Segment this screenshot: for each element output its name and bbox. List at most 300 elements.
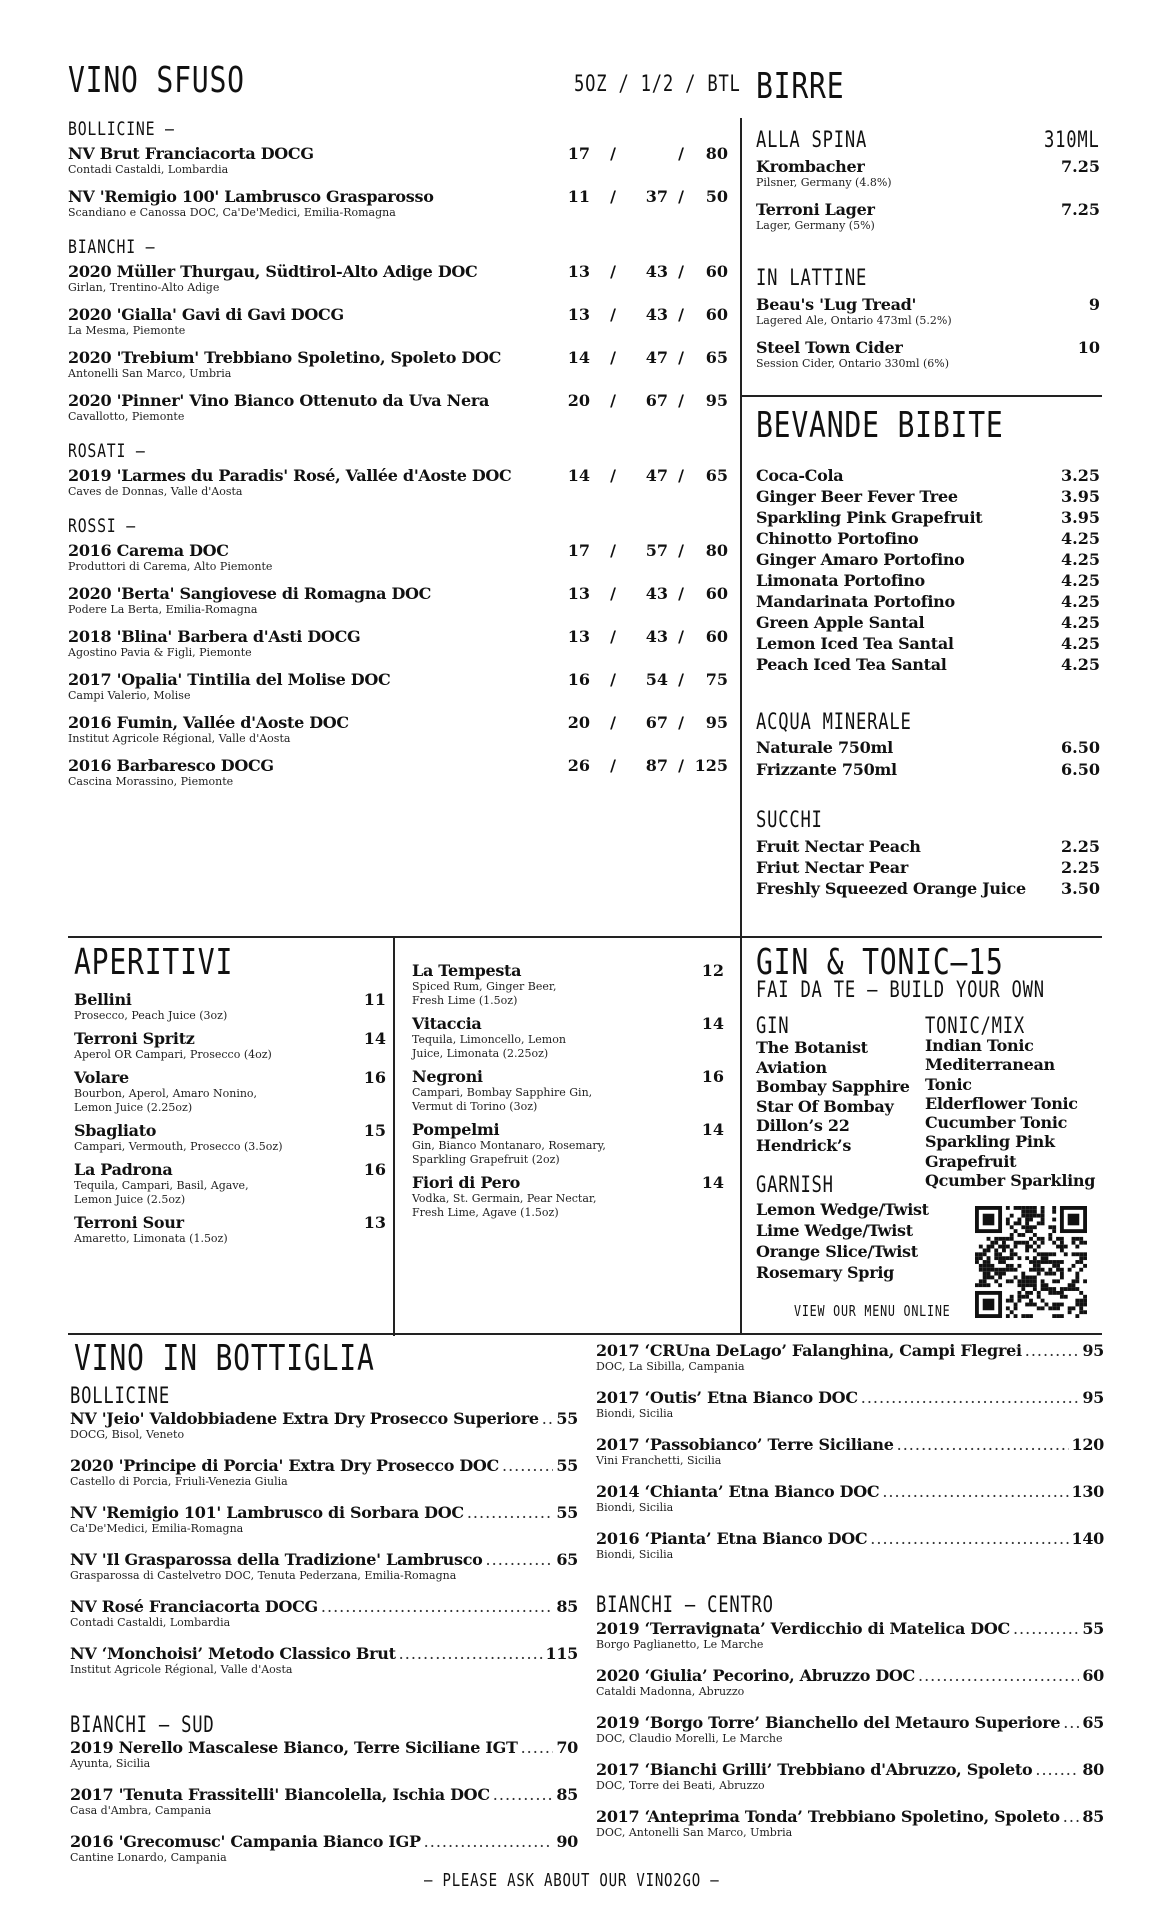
bottle-wine: [70, 1832, 578, 1865]
price-bottle: 75: [705, 670, 728, 689]
alla-spina-size: 310ML: [1044, 128, 1100, 153]
cocktail-item-description: Lemon Juice (2.25oz): [74, 1101, 193, 1114]
bottle-wine-producer: Biondi, Sicilia: [596, 1501, 674, 1514]
price-separator: /: [678, 348, 684, 367]
cocktail-item: [74, 1029, 386, 1062]
tonic-option: Qcumber Sparkling: [925, 1171, 1096, 1191]
bottle-wine: [596, 1807, 1104, 1840]
drink-item: [756, 634, 1100, 655]
cocktail-item: [74, 1213, 386, 1246]
bottiglia-sud-list: [70, 1738, 578, 1879]
bottle-wine-producer: DOC, Claudio Morelli, Le Marche: [596, 1732, 783, 1745]
qr-code-icon[interactable]: [974, 1205, 1088, 1319]
cocktail-item-price: 14: [701, 1173, 724, 1192]
price-bottle: 65: [705, 466, 728, 485]
bottle-wine-line: [70, 1597, 578, 1616]
bottle-wine-producer: Ca'De'Medici, Emilia-Romagna: [70, 1522, 244, 1535]
bottle-wine-producer: DOC, Torre dei Beati, Abruzzo: [596, 1779, 765, 1792]
cocktail-item-description: Vermut di Torino (3oz): [412, 1100, 538, 1113]
drink-item-name: Coca-Cola: [756, 466, 844, 485]
bottle-wine-producer: Contadi Castaldi, Lombardia: [70, 1616, 231, 1629]
price-5oz: 20: [567, 391, 590, 410]
dot-leader: [897, 1435, 1069, 1454]
price-separator: /: [678, 144, 684, 163]
bevande-bibite-title: BEVANDE BIBITE: [756, 405, 1004, 446]
wine-producer: Antonelli San Marco, Umbria: [68, 367, 232, 380]
cocktail-item-price: 11: [363, 990, 386, 1009]
divider-bottiglia: [68, 1333, 1102, 1335]
bottle-wine-price: 55: [1082, 1619, 1104, 1638]
bottle-wine: [70, 1785, 578, 1818]
bianchi-centro-title: BIANCHI – CENTRO: [596, 1593, 774, 1618]
wine-producer: Podere La Berta, Emilia-Romagna: [68, 603, 258, 616]
bottle-wine-producer: DOCG, Bisol, Veneto: [70, 1428, 185, 1441]
price-separator: /: [610, 144, 616, 163]
bottle-wine-name: 2016 ‘Pianta’ Etna Bianco DOC: [596, 1529, 868, 1548]
price-half: 43: [645, 627, 668, 646]
tonic-option: Grapefruit: [925, 1151, 1017, 1171]
gin-tonic-subtitle: FAI DA TE – BUILD YOUR OWN: [756, 978, 1045, 1003]
wine-producer: Institut Agricole Régional, Valle d'Aosta: [68, 732, 291, 745]
cocktail-item-name: La Tempesta: [412, 961, 522, 980]
wine-producer: Produttori di Carema, Alto Piemonte: [68, 560, 273, 573]
bottle-wine: [596, 1435, 1104, 1468]
beer-item-description: Lagered Ale, Ontario 473ml (5.2%): [756, 314, 952, 327]
bottle-wine: [70, 1409, 578, 1442]
bottle-wine-producer: DOC, Antonelli San Marco, Umbria: [596, 1826, 793, 1839]
drink-item-price: 4.25: [1061, 634, 1100, 653]
cocktail-item-name: Pompelmi: [412, 1120, 500, 1139]
cocktail-item-description: Fresh Lime (1.5oz): [412, 994, 518, 1007]
bottle-wine: [70, 1738, 578, 1771]
wine-producer: Cascina Morassino, Piemonte: [68, 775, 234, 788]
price-separator: /: [610, 305, 616, 324]
juice-item-price: 3.50: [1061, 879, 1100, 898]
drink-item-name: Limonata Portofino: [756, 571, 925, 590]
wine-item: [68, 713, 728, 746]
wine-name: 2020 'Berta' Sangiovese di Romagna DOC: [68, 584, 432, 603]
tonic-option: Indian Tonic: [925, 1036, 1034, 1055]
dot-leader: [321, 1597, 553, 1616]
price-separator: /: [610, 713, 616, 732]
garnish-option: Rosemary Sprig: [756, 1263, 894, 1282]
bottle-wine-price: 120: [1071, 1435, 1104, 1454]
wine-item: [68, 670, 728, 703]
sfuso-section-title: ROSATI –: [68, 440, 146, 462]
sfuso-section-title: BOLLICINE –: [68, 118, 175, 140]
dot-leader: [467, 1503, 554, 1522]
bottle-wine-price: 90: [556, 1832, 578, 1851]
gin-option: Dillon’s 22: [756, 1116, 850, 1135]
garnish-option: Orange Slice/Twist: [756, 1242, 918, 1261]
price-separator: /: [678, 584, 684, 603]
dot-leader: [502, 1456, 553, 1475]
bottle-wine-price: 65: [1082, 1713, 1104, 1732]
cocktail-item-description: Spiced Rum, Ginger Beer,: [412, 980, 557, 993]
bottle-wine: [596, 1482, 1104, 1515]
drink-item-price: 3.95: [1061, 487, 1100, 506]
cocktail-item: [412, 961, 724, 1008]
view-menu-online[interactable]: VIEW OUR MENU ONLINE: [794, 1302, 951, 1320]
cocktail-item-description: Gin, Bianco Montanaro, Rosemary,: [412, 1139, 606, 1152]
cocktail-item-price: 14: [701, 1120, 724, 1139]
price-half: 67: [645, 391, 668, 410]
bottle-wine-producer: Borgo Paglianetto, Le Marche: [596, 1638, 764, 1651]
bottle-wine-name: 2014 ‘Chianta’ Etna Bianco DOC: [596, 1482, 880, 1501]
bottle-wine-line: [70, 1644, 578, 1663]
bottle-wine-name: 2017 'Tenuta Frassitelli' Biancolella, Ischia DOC: [70, 1785, 490, 1804]
bottle-wine-line: [596, 1807, 1104, 1826]
cocktail-item-price: 15: [363, 1121, 386, 1140]
bottle-wine-name: NV 'Jeio' Valdobbiadene Extra Dry Prosecco Superiore: [70, 1409, 539, 1428]
bottle-wine-producer: Biondi, Sicilia: [596, 1548, 674, 1561]
price-separator: /: [678, 187, 684, 206]
bottle-wine-line: [70, 1409, 578, 1428]
bottle-wine-producer: Castello di Porcia, Friuli-Venezia Giulia: [70, 1475, 288, 1488]
cocktail-item-price: 12: [701, 961, 724, 980]
bottle-wine-producer: Biondi, Sicilia: [596, 1407, 674, 1420]
drink-item-price: 4.25: [1061, 571, 1100, 590]
wine-name: 2016 Carema DOC: [68, 541, 229, 560]
wine-producer: Campi Valerio, Molise: [68, 689, 191, 702]
bollicine-title: BOLLICINE: [70, 1384, 171, 1409]
drink-item-name: Sparkling Pink Grapefruit: [756, 508, 983, 527]
price-5oz: 20: [567, 713, 590, 732]
cocktail-item-name: Bellini: [74, 990, 132, 1009]
wine-item: [68, 627, 728, 660]
wine-name: 2017 'Opalia' Tintilia del Molise DOC: [68, 670, 391, 689]
drink-item: [756, 571, 1100, 592]
wine-name: 2020 'Pinner' Vino Bianco Ottenuto da Uva Nera: [68, 391, 490, 410]
tonic-option: Mediterranean: [925, 1055, 1055, 1075]
wine-item: [68, 305, 728, 338]
bottle-wine: [596, 1760, 1104, 1793]
vino-in-bottiglia-title: VINO IN BOTTIGLIA: [74, 1338, 375, 1379]
price-bottle: 125: [694, 756, 728, 775]
bottle-wine-line: [70, 1832, 578, 1851]
bottle-wine-line: [596, 1666, 1104, 1685]
bottle-wine-price: 70: [556, 1738, 578, 1757]
price-half: 67: [645, 713, 668, 732]
price-5oz: 14: [567, 466, 590, 485]
bottle-wine-line: [596, 1529, 1104, 1548]
cocktail-item-description: Aperol OR Campari, Prosecco (4oz): [74, 1048, 272, 1061]
bottle-wine-price: 55: [556, 1503, 578, 1522]
price-5oz: 26: [567, 756, 590, 775]
bottle-wine-price: 85: [556, 1597, 578, 1616]
drink-item: [756, 508, 1100, 529]
beer-item: [756, 338, 1100, 371]
acqua-minerale-title: ACQUA MINERALE: [756, 710, 912, 735]
cocktail-item-price: 14: [363, 1029, 386, 1048]
beer-item-description: Lager, Germany (5%): [756, 219, 875, 232]
gin-list: [756, 1038, 910, 1155]
juice-item-price: 2.25: [1061, 837, 1100, 856]
garnish-title: GARNISH: [756, 1173, 834, 1198]
bottle-wine-price: 130: [1071, 1482, 1104, 1501]
cocktail-item-description: Tequila, Limoncello, Lemon: [412, 1033, 566, 1046]
bottle-wine-name: NV ‘Monchoisi’ Metodo Classico Brut: [70, 1644, 396, 1663]
sfuso-section-title: BIANCHI –: [68, 236, 156, 258]
cocktail-item-name: Sbagliato: [74, 1121, 157, 1140]
drink-item-name: Mandarinata Portofino: [756, 592, 955, 611]
wine-item: [68, 466, 728, 499]
price-separator: /: [678, 713, 684, 732]
juice-item-name: Fruit Nectar Peach: [756, 837, 921, 856]
beer-item-price: 9: [1088, 295, 1100, 314]
bottle-wine-name: 2017 ‘CRUna DeLago’ Falanghina, Campi Flegrei: [596, 1341, 1022, 1360]
dot-leader: [399, 1644, 543, 1663]
bottle-wine-name: 2020 ‘Giulia’ Pecorino, Abruzzo DOC: [596, 1666, 915, 1685]
price-half: 57: [645, 541, 668, 560]
price-bottle: 60: [705, 305, 728, 324]
juice-item: [756, 858, 1100, 879]
price-5oz: 11: [567, 187, 590, 206]
acqua-list: [756, 738, 1100, 782]
cocktail-item-price: 16: [363, 1068, 386, 1087]
bottle-wine-price: 85: [1082, 1807, 1104, 1826]
price-bottle: 80: [705, 541, 728, 560]
bottle-wine: [596, 1713, 1104, 1746]
bottle-wine-line: [596, 1435, 1104, 1454]
bottle-wine-name: 2017 ‘Passobianco’ Terre Siciliane: [596, 1435, 894, 1454]
dot-leader: [861, 1388, 1080, 1407]
price-bottle: 95: [705, 391, 728, 410]
succhi-list: [756, 837, 1100, 900]
bottle-wine: [596, 1388, 1104, 1421]
drink-item-name: Chinotto Portofino: [756, 529, 919, 548]
wine-item: [68, 541, 728, 574]
beer-item-name: Krombacher: [756, 157, 865, 176]
gin-tonic-title: GIN & TONIC–15: [756, 942, 1004, 983]
bottle-wine: [596, 1341, 1104, 1374]
price-half: 43: [645, 262, 668, 281]
bottle-wine-price: 55: [556, 1409, 578, 1428]
price-half: 37: [645, 187, 668, 206]
price-half: 87: [645, 756, 668, 775]
beer-item: [756, 295, 1100, 328]
beer-item-price: 10: [1077, 338, 1100, 357]
drink-item-name: Peach Iced Tea Santal: [756, 655, 947, 674]
price-separator: /: [610, 391, 616, 410]
juice-item: [756, 837, 1100, 858]
cocktail-item-price: 16: [701, 1067, 724, 1086]
bottle-wine-line: [70, 1456, 578, 1475]
cocktail-item: [412, 1173, 724, 1220]
bottle-wine: [596, 1529, 1104, 1562]
bottle-wine: [596, 1619, 1104, 1652]
cocktail-item: [74, 1121, 386, 1154]
bottle-wine-producer: DOC, La Sibilla, Campania: [596, 1360, 745, 1373]
price-5oz: 14: [567, 348, 590, 367]
price-bottle: 50: [705, 187, 728, 206]
aperitivi-right-list: [412, 961, 724, 1226]
bottle-wine-name: 2019 Nerello Mascalese Bianco, Terre Siciliane IGT: [70, 1738, 518, 1757]
water-item: [756, 760, 1100, 782]
gin-option: The Botanist: [756, 1038, 868, 1057]
wine-name: 2016 Barbaresco DOCG: [68, 756, 274, 775]
price-separator: /: [678, 305, 684, 324]
bottle-wine-line: [70, 1503, 578, 1522]
bottle-wine-name: 2016 'Grecomusc' Campania Bianco IGP: [70, 1832, 421, 1851]
cocktail-item-name: Fiori di Pero: [412, 1173, 521, 1192]
bottle-wine: [596, 1666, 1104, 1699]
price-separator: /: [610, 466, 616, 485]
wine-name: NV Brut Franciacorta DOCG: [68, 144, 314, 163]
bottle-wine-name: NV 'Il Grasparossa della Tradizione' Lambrusco: [70, 1550, 483, 1569]
garnish-option: Lemon Wedge/Twist: [756, 1200, 929, 1219]
water-item-price: 6.50: [1061, 760, 1100, 779]
wine-item: [68, 348, 728, 381]
dot-leader: [486, 1550, 554, 1569]
bottle-wine-line: [596, 1388, 1104, 1407]
price-separator: /: [678, 262, 684, 281]
cocktail-item-description: Juice, Limonata (2.25oz): [412, 1047, 549, 1060]
price-half: 54: [645, 670, 668, 689]
aperitivi-divider: [393, 936, 395, 1336]
cocktail-item-description: Vodka, St. Germain, Pear Nectar,: [412, 1192, 597, 1205]
bottle-wine-line: [70, 1738, 578, 1757]
water-item-name: Naturale 750ml: [756, 738, 893, 757]
wine-name: 2020 'Trebium' Trebbiano Spoletino, Spoleto DOC: [68, 348, 502, 367]
bottle-wine-producer: Casa d'Ambra, Campania: [70, 1804, 212, 1817]
bottiglia-bollicine-list: [70, 1409, 578, 1691]
price-5oz: 17: [567, 541, 590, 560]
drink-item: [756, 550, 1100, 571]
wine-producer: Caves de Donnas, Valle d'Aosta: [68, 485, 243, 498]
gin-option: Hendrick’s: [756, 1135, 852, 1155]
cocktail-item-description: Fresh Lime, Agave (1.5oz): [412, 1206, 559, 1219]
price-bottle: 65: [705, 348, 728, 367]
drink-item: [756, 466, 1100, 487]
price-half: 47: [645, 348, 668, 367]
bottle-wine: [70, 1503, 578, 1536]
bottle-wine-producer: Grasparossa di Castelvetro DOC, Tenuta Pederzana, Emilia-Romagna: [70, 1569, 457, 1582]
drink-item-price: 4.25: [1061, 592, 1100, 611]
alla-spina-list: [756, 157, 1100, 243]
wine-item: [68, 262, 728, 295]
cocktail-item-description: Campari, Vermouth, Prosecco (3.5oz): [74, 1140, 283, 1153]
drink-item: [756, 655, 1100, 676]
drink-item-price: 3.25: [1061, 466, 1100, 485]
drink-item-price: 4.25: [1061, 529, 1100, 548]
price-5oz: 13: [567, 305, 590, 324]
divider-birre-bevande: [740, 395, 1102, 397]
bottiglia-right-list: [596, 1341, 1104, 1576]
price-separator: /: [610, 584, 616, 603]
bottle-wine-producer: Vini Franchetti, Sicilia: [596, 1454, 722, 1467]
dot-leader: [521, 1738, 554, 1757]
drink-item-price: 4.25: [1061, 613, 1100, 632]
dot-leader: [493, 1785, 554, 1804]
price-half: 43: [645, 584, 668, 603]
beer-item-name: Terroni Lager: [756, 200, 875, 219]
drink-item-price: 4.25: [1061, 550, 1100, 569]
cocktail-item-description: Prosecco, Peach Juice (3oz): [74, 1009, 228, 1022]
cocktail-item: [412, 1120, 724, 1167]
bottle-wine-name: 2017 ‘Outis’ Etna Bianco DOC: [596, 1388, 858, 1407]
price-separator: /: [610, 756, 616, 775]
dot-leader: [870, 1529, 1068, 1548]
drink-item: [756, 529, 1100, 550]
bottle-wine: [70, 1550, 578, 1583]
price-separator: /: [678, 391, 684, 410]
column-divider: [740, 118, 742, 1333]
bottle-wine-price: 55: [556, 1456, 578, 1475]
price-5oz: 13: [567, 584, 590, 603]
cocktail-item-name: Volare: [74, 1068, 129, 1087]
price-separator: /: [610, 348, 616, 367]
dot-leader: [1025, 1341, 1080, 1360]
dot-leader: [1035, 1760, 1079, 1779]
bottle-wine-line: [596, 1619, 1104, 1638]
vino-sfuso-title: VINO SFUSO: [68, 60, 245, 101]
bianchi-sud-title: BIANCHI – SUD: [70, 1713, 215, 1738]
cocktail-item-description: Lemon Juice (2.5oz): [74, 1193, 186, 1206]
bottle-wine-producer: Institut Agricole Régional, Valle d'Aosta: [70, 1663, 293, 1676]
wine-producer: Girlan, Trentino-Alto Adige: [68, 281, 220, 294]
vino-sfuso-columns: 5OZ / 1/2 / BTL: [574, 72, 741, 97]
juice-item-name: Freshly Squeezed Orange Juice: [756, 879, 1026, 898]
bottle-wine-price: 140: [1071, 1529, 1104, 1548]
gin-column-title: GIN: [756, 1014, 790, 1039]
gin-option: Star Of Bombay: [756, 1096, 894, 1116]
price-bottle: 60: [705, 262, 728, 281]
price-bottle: 60: [705, 584, 728, 603]
cocktail-item-name: Negroni: [412, 1067, 483, 1086]
beer-item-price: 7.25: [1061, 200, 1100, 219]
divider-middle: [68, 936, 1102, 938]
wine-producer: Scandiano e Canossa DOC, Ca'De'Medici, Emilia-Romagna: [68, 206, 396, 219]
cocktail-item-description: Campari, Bombay Sapphire Gin,: [412, 1086, 593, 1099]
price-separator: /: [610, 262, 616, 281]
bottle-wine-line: [596, 1760, 1104, 1779]
wine-name: 2018 'Blina' Barbera d'Asti DOCG: [68, 627, 361, 646]
aperitivi-title: APERITIVI: [74, 942, 234, 983]
tonic-option: Elderflower Tonic: [925, 1093, 1078, 1113]
wine-item: [68, 144, 728, 177]
price-separator: /: [610, 670, 616, 689]
wine-name: 2020 'Gialla' Gavi di Gavi DOCG: [68, 305, 344, 324]
dot-leader: [424, 1832, 554, 1851]
cocktail-item-description: Tequila, Campari, Basil, Agave,: [74, 1179, 249, 1192]
beer-item-description: Pilsner, Germany (4.8%): [756, 176, 892, 189]
bottle-wine-producer: Cantine Lonardo, Campania: [70, 1851, 227, 1864]
price-half: 43: [645, 305, 668, 324]
bottle-wine-line: [596, 1341, 1104, 1360]
cocktail-item-description: Bourbon, Aperol, Amaro Nonino,: [74, 1087, 258, 1100]
alla-spina-title: ALLA SPINA: [756, 128, 868, 153]
aperitivi-left-list: [74, 990, 386, 1252]
wine-item: [68, 584, 728, 617]
drink-item-price: 3.95: [1061, 508, 1100, 527]
bottle-wine-price: 115: [545, 1644, 578, 1663]
succhi-title: SUCCHI: [756, 808, 823, 833]
bottle-wine-producer: Cataldi Madonna, Abruzzo: [596, 1685, 745, 1698]
tonic-column-title: TONIC/MIX: [925, 1014, 1026, 1039]
drink-item-name: Ginger Amaro Portofino: [756, 550, 965, 569]
wine-producer: La Mesma, Piemonte: [68, 324, 186, 337]
bottle-wine-name: NV 'Remigio 101' Lambrusco di Sorbara DOC: [70, 1503, 464, 1522]
beer-item-description: Session Cider, Ontario 330ml (6%): [756, 357, 950, 370]
in-lattine-list: [756, 295, 1100, 381]
price-half: 47: [645, 466, 668, 485]
price-bottle: 60: [705, 627, 728, 646]
price-separator: /: [678, 541, 684, 560]
price-5oz: 17: [567, 144, 590, 163]
cocktail-item: [74, 990, 386, 1023]
cocktail-item-name: La Padrona: [74, 1160, 173, 1179]
